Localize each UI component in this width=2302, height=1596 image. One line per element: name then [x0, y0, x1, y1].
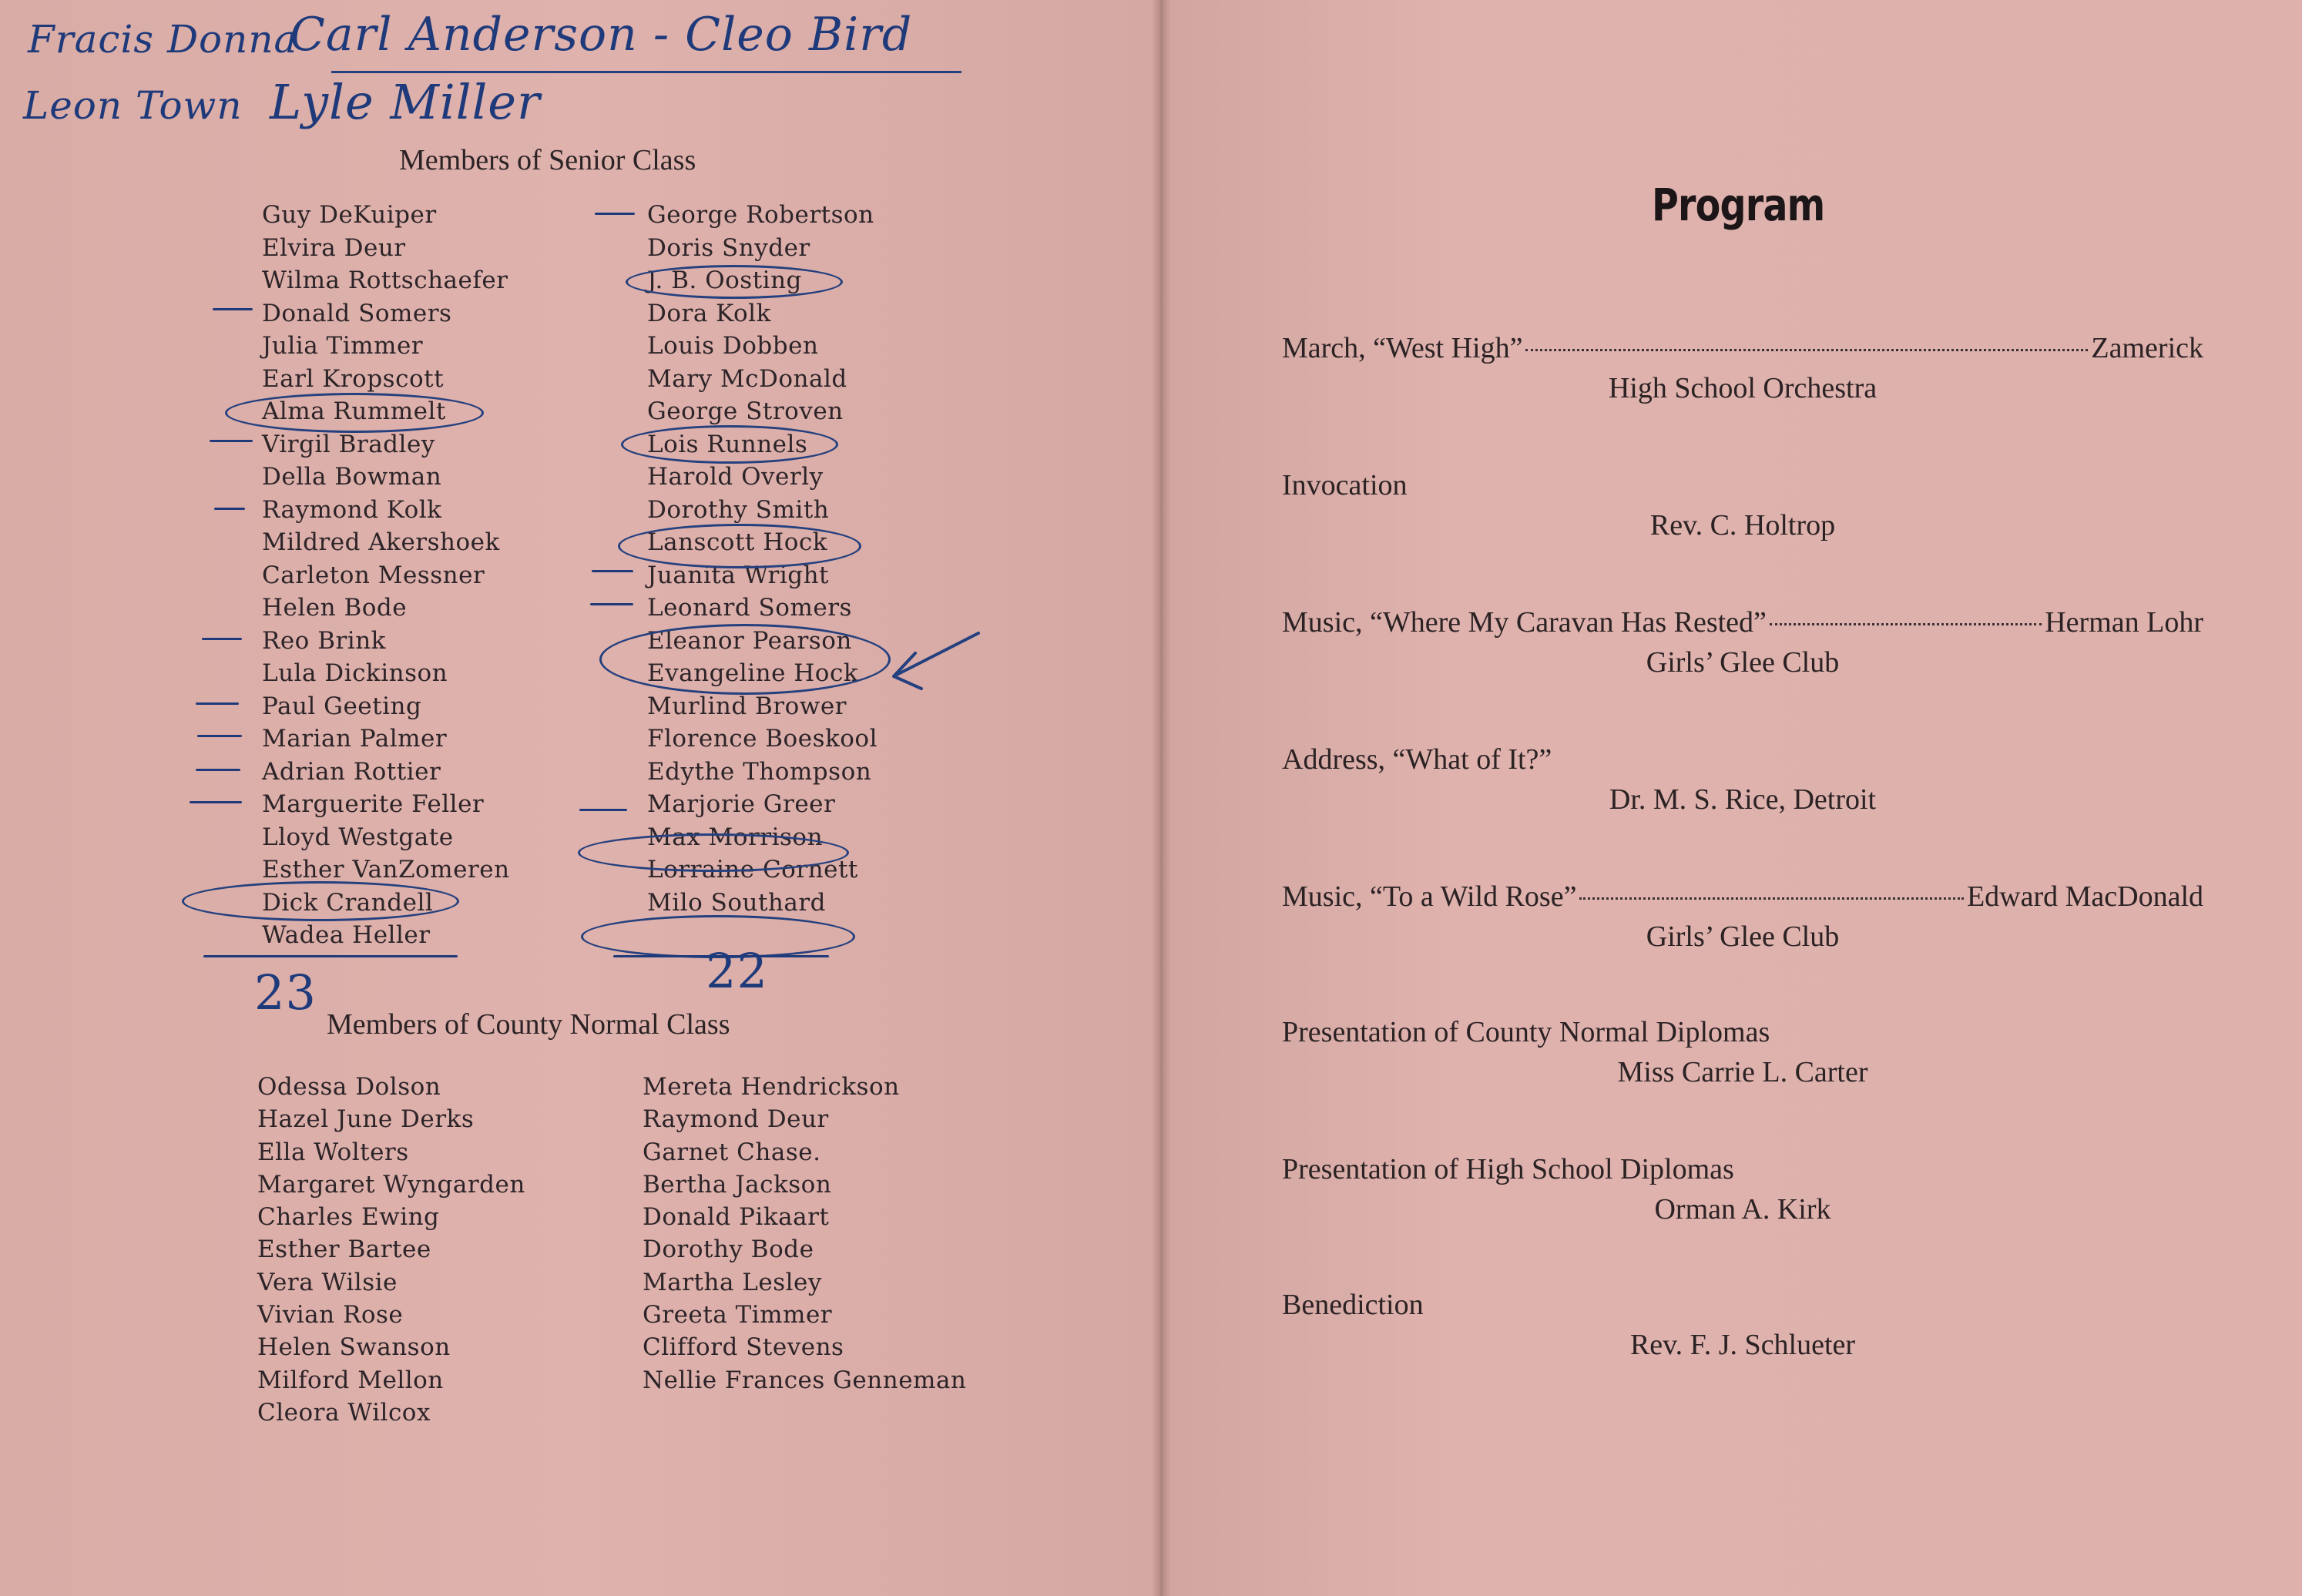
handwriting-line1-left: Fracis Donna	[28, 17, 298, 62]
senior-class-member-name: Juanita Wright	[647, 561, 830, 589]
program-item	[1282, 1288, 2203, 1326]
senior-class-member-name: Murlind Brower	[647, 692, 847, 720]
pen-dash	[595, 213, 635, 215]
senior-class-member-name: Eleanor Pearson	[647, 626, 852, 655]
pen-dash	[190, 801, 242, 803]
county-class-member-name: Esther Bartee	[257, 1236, 431, 1264]
senior-class-member-name: George Robertson	[647, 201, 874, 229]
senior-class-member-name: Mildred Akershoek	[262, 528, 500, 556]
program-item-title: Music, “Where My Caravan Has Rested”	[1282, 606, 1767, 639]
dot-leader	[1525, 349, 2088, 351]
senior-class-member-name: Harold Overly	[647, 463, 824, 491]
senior-col2-count: 22	[706, 943, 768, 999]
senior-class-member-name: Virgil Bradley	[262, 430, 435, 458]
county-class-member-name: Milford Mellon	[257, 1366, 444, 1394]
senior-class-member-name: Della Bowman	[262, 463, 442, 491]
program-item-performer: Girls’ Glee Club	[1646, 920, 1840, 953]
pen-circle	[626, 265, 843, 299]
county-class-member-name: Charles Ewing	[257, 1203, 440, 1232]
handwriting-underline	[331, 71, 961, 73]
senior-class-heading: Members of Senior Class	[399, 144, 696, 176]
pen-underline	[203, 955, 458, 957]
pen-dash	[213, 308, 253, 310]
county-class-member-name: Dorothy Bode	[643, 1236, 814, 1264]
program-item	[1282, 743, 2203, 781]
senior-class-member-name: Doris Snyder	[647, 233, 810, 262]
program-item-title: Presentation of County Normal Diplomas	[1282, 1016, 1770, 1048]
senior-class-member-name: Milo Southard	[647, 888, 827, 917]
dot-leader	[1579, 897, 1964, 900]
county-class-member-name: Hazel June Derks	[257, 1105, 475, 1134]
senior-class-member-name: Esther VanZomeren	[262, 856, 510, 884]
county-class-member-name: Vera Wilsie	[257, 1268, 398, 1296]
senior-class-member-name: Elvira Deur	[262, 233, 406, 262]
senior-class-member-name: Paul Geeting	[262, 692, 422, 720]
pen-circle	[182, 881, 459, 921]
pen-arrow-icon	[878, 625, 986, 695]
program-title: Program	[1652, 179, 1825, 231]
handwriting-line1-main: Carl Anderson - Cleo Bird	[290, 8, 913, 62]
county-class-member-name: Greeta Timmer	[643, 1301, 833, 1329]
program-item-composer: Edward MacDonald	[1966, 880, 2203, 913]
senior-class-member-name: Louis Dobben	[647, 332, 819, 360]
pen-dash	[197, 735, 242, 737]
pen-dash	[202, 638, 242, 640]
pen-dash	[590, 603, 633, 605]
pen-circle	[618, 524, 861, 568]
program-item	[1282, 880, 2203, 918]
senior-class-member-name: Julia Timmer	[262, 332, 424, 360]
pen-dash	[214, 508, 245, 510]
senior-class-member-name: Marjorie Greer	[647, 790, 836, 818]
senior-class-member-name: Raymond Kolk	[262, 495, 442, 524]
senior-class-member-name: Guy DeKuiper	[262, 201, 437, 229]
senior-class-member-name: Evangeline Hock	[647, 659, 859, 687]
county-class-member-name: Vivian Rose	[257, 1301, 404, 1329]
pen-circle	[225, 393, 484, 433]
program-item-performer: Dr. M. S. Rice, Detroit	[1609, 783, 1877, 816]
program-item-title: Invocation	[1282, 469, 1408, 501]
senior-class-member-name: Wilma Rottschaefer	[262, 267, 508, 294]
county-class-member-name: Clifford Stevens	[643, 1333, 844, 1362]
senior-class-member-name: Edythe Thompson	[647, 757, 872, 786]
senior-class-member-name: Adrian Rottier	[262, 757, 441, 786]
senior-class-member-name: Helen Bode	[262, 594, 408, 622]
center-fold	[1151, 0, 1171, 1596]
pen-dash	[196, 769, 240, 771]
program-item-composer: Zamerick	[2091, 332, 2203, 364]
program-item-title: Address, “What of It?”	[1282, 743, 1552, 776]
senior-class-member-name: Lloyd Westgate	[262, 823, 454, 851]
senior-col1-count: 23	[254, 964, 317, 1021]
county-class-member-name: Mereta Hendrickson	[643, 1073, 900, 1101]
program-item-performer: Orman A. Kirk	[1654, 1193, 1831, 1226]
senior-class-member-name: Lula Dickinson	[262, 659, 448, 687]
senior-class-member-name: Mary McDonald	[647, 364, 847, 393]
senior-class-member-name: Marian Palmer	[262, 725, 448, 753]
senior-class-member-name: Marguerite Feller	[262, 790, 485, 818]
senior-class-member-name: Carleton Messner	[262, 561, 485, 589]
pen-dash	[210, 440, 253, 442]
pen-dash	[196, 702, 239, 705]
dot-leader	[1770, 623, 2042, 625]
handwriting-line2-left: Leon Town	[23, 83, 243, 128]
county-class-member-name: Margaret Wyngarden	[257, 1170, 525, 1199]
county-class-member-name: Nellie Frances Genneman	[643, 1366, 967, 1394]
pen-dash	[592, 570, 633, 572]
senior-class-member-name: Reo Brink	[262, 626, 386, 655]
program-item	[1282, 468, 2203, 507]
handwriting-line2-main: Lyle Miller	[270, 74, 541, 130]
program-item	[1282, 331, 2203, 370]
program-item-performer: Rev. F. J. Schlueter	[1629, 1329, 1856, 1361]
senior-class-member-name: Max Morrison	[647, 823, 824, 851]
pen-circle	[599, 624, 891, 695]
program-item-title: March, “West High”	[1282, 332, 1523, 364]
pen-dash	[579, 809, 627, 811]
county-class-member-name: Martha Lesley	[643, 1268, 822, 1296]
senior-class-member-name: Dick Crandell	[262, 888, 434, 917]
pen-circle	[621, 425, 838, 464]
county-class-member-name: Cleora Wilcox	[257, 1398, 431, 1427]
senior-class-member-name: Donald Somers	[262, 299, 452, 327]
county-class-member-name: Helen Swanson	[257, 1333, 451, 1362]
county-col2-list	[643, 1071, 966, 1396]
senior-class-member-name: Lois Runnels	[647, 430, 808, 458]
county-class-member-name: Ella Wolters	[257, 1138, 409, 1166]
senior-class-member-name: Dorothy Smith	[647, 495, 830, 524]
program-item-performer: Miss Carrie L. Carter	[1617, 1056, 1868, 1088]
county-class-member-name: Raymond Deur	[643, 1105, 829, 1134]
senior-class-member-name: Earl Kropscott	[262, 364, 445, 393]
senior-class-member-name: Lorraine Cornett	[647, 856, 858, 884]
program-item	[1282, 1152, 2203, 1191]
program-item	[1282, 605, 2203, 644]
county-class-member-name: Bertha Jackson	[643, 1170, 832, 1199]
senior-col1-list	[262, 199, 510, 952]
program-item	[1282, 1015, 2203, 1054]
program-item-performer: Rev. C. Holtrop	[1649, 509, 1836, 542]
county-col1-list	[257, 1071, 525, 1429]
senior-class-member-name: Florence Boeskool	[647, 725, 878, 753]
county-class-member-name: Donald Pikaart	[643, 1203, 830, 1232]
program-item-title: Music, “To a Wild Rose”	[1282, 880, 1577, 913]
senior-class-member-name: Alma Rummelt	[262, 397, 446, 425]
senior-class-member-name: Dora Kolk	[647, 299, 771, 327]
county-class-member-name: Odessa Dolson	[257, 1073, 441, 1101]
senior-class-member-name: J. B. Oosting	[647, 267, 802, 294]
program-item-title: Presentation of High School Diplomas	[1282, 1153, 1734, 1185]
senior-class-member-name: Wadea Heller	[262, 921, 431, 949]
county-class-heading: Members of County Normal Class	[327, 1008, 730, 1041]
program-item-performer: Girls’ Glee Club	[1646, 646, 1840, 679]
pen-circle	[578, 833, 849, 872]
senior-class-member-name: George Stroven	[647, 397, 844, 425]
program-item-composer: Herman Lohr	[2045, 606, 2203, 639]
program-item-performer: High School Orchestra	[1608, 372, 1878, 404]
county-class-member-name: Garnet Chase.	[643, 1138, 821, 1166]
senior-class-member-name: Lanscott Hock	[647, 528, 828, 556]
senior-class-member-name: Leonard Somers	[647, 594, 852, 622]
program-item-title: Benediction	[1282, 1289, 1424, 1321]
